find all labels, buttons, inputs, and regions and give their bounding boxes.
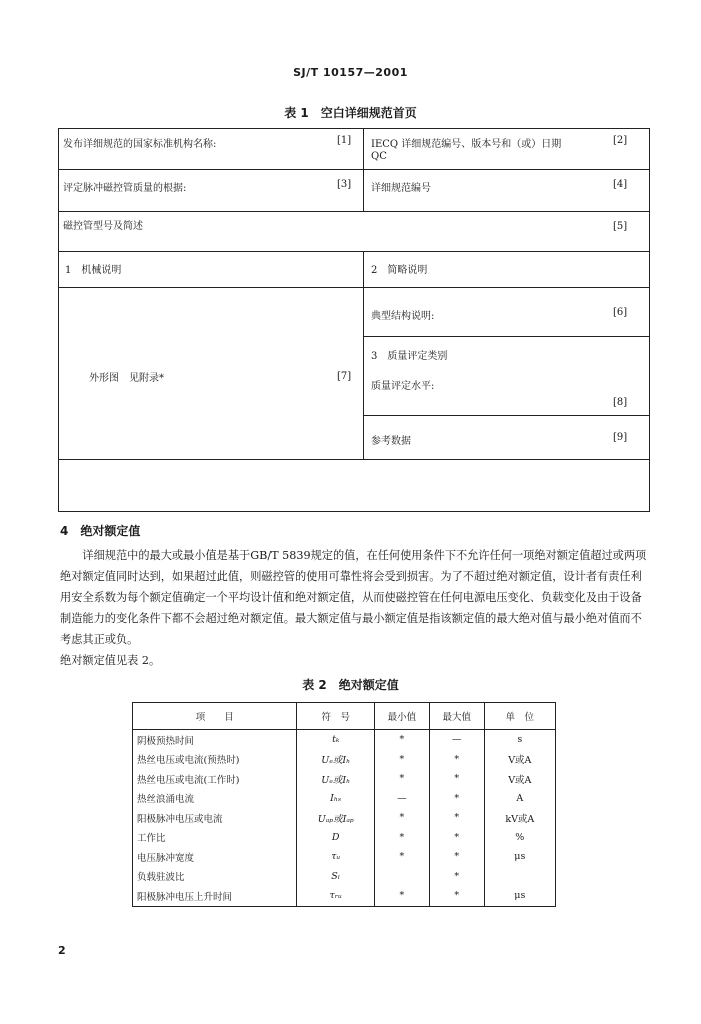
row-max: * bbox=[429, 828, 484, 848]
col-header-item: 项 目 bbox=[133, 703, 297, 730]
absolute-ratings-table bbox=[132, 702, 556, 907]
row-unit: kV或A bbox=[484, 808, 555, 828]
spec-no-label: IECQ 详细规范编号、版本号和（或）日期 bbox=[371, 139, 562, 150]
type-label: 磁控管型号及简述 bbox=[63, 221, 143, 232]
row-symbol: Uₐₚ或Iₐₚ bbox=[297, 808, 375, 828]
ref-data-label: 参考数据 bbox=[371, 436, 411, 447]
row-min bbox=[375, 867, 430, 887]
row-symbol: Uₑ或Iₕ bbox=[297, 769, 375, 789]
ref-8: [8] bbox=[613, 397, 628, 408]
section-4-note: 绝对额定值见表 2。 bbox=[60, 654, 161, 667]
row-symbol: τᵤ bbox=[297, 847, 375, 867]
table-row bbox=[133, 789, 556, 809]
row-unit: μs bbox=[484, 847, 555, 867]
row-max: * bbox=[429, 847, 484, 867]
mech-label: 1 机械说明 bbox=[65, 265, 122, 276]
ref-1: [1] bbox=[337, 135, 352, 146]
table-row bbox=[133, 730, 556, 750]
row-max: * bbox=[429, 750, 484, 770]
col-header-symbol: 符 号 bbox=[297, 703, 375, 730]
row-item: 热丝电压或电流(预热时) bbox=[133, 750, 297, 770]
page-number: 2 bbox=[58, 944, 66, 957]
quality-cat-label: 3 质量评定类别 bbox=[371, 351, 448, 362]
ref-3: [3] bbox=[337, 179, 352, 190]
row-min: * bbox=[375, 730, 430, 750]
section-4-body bbox=[60, 545, 650, 671]
row-unit: s bbox=[484, 730, 555, 750]
ref-7: [7] bbox=[337, 371, 352, 382]
table-row bbox=[133, 808, 556, 828]
row-unit: A bbox=[484, 789, 555, 809]
row-symbol: tₖ bbox=[297, 730, 375, 750]
table-row bbox=[133, 847, 556, 867]
table-row bbox=[133, 828, 556, 848]
ref-9: [9] bbox=[613, 432, 628, 443]
row-symbol: τᵣᵤ bbox=[297, 886, 375, 906]
row-max: * bbox=[429, 769, 484, 789]
row-min: * bbox=[375, 847, 430, 867]
table2-caption: 表 2 绝对额定值 bbox=[302, 678, 399, 692]
ref-5: [5] bbox=[613, 221, 628, 232]
row-unit: % bbox=[484, 828, 555, 848]
row-max: * bbox=[429, 867, 484, 887]
basis-label: 评定脉冲磁控管质量的根据: bbox=[63, 183, 187, 194]
ref-6: [6] bbox=[613, 307, 628, 318]
table-row bbox=[133, 886, 556, 906]
row-max: * bbox=[429, 789, 484, 809]
row-item: 阳极脉冲电压或电流 bbox=[133, 808, 297, 828]
section-4-paragraph: 详细规范中的最大或最小值是基于GB/T 5839规定的值，在任何使用条件下不允许任何一项绝对额定值超过或两项绝对额定值同时达到，如果超过此值，则磁控管的使用可靠性将会受到损害。为了不超过绝对额定值，设计者有责任利用安全系数为每个额定值确定一个平均设计值和绝对额定值，从而使磁控管在任何电源电压变化、负载变化及由于设备制造能力的变化条件下都不会超过绝对额定值。最大额定值与最小额定值是指该额定值的最大绝对值与最小绝对值而不考虑其正或负。 bbox=[60, 549, 647, 646]
row-symbol: Uₑ或Iₕ bbox=[297, 750, 375, 770]
row-symbol: D bbox=[297, 828, 375, 848]
row-max: — bbox=[429, 730, 484, 750]
row-min: * bbox=[375, 769, 430, 789]
issuer-label: 发布详细规范的国家标准机构名称: bbox=[63, 139, 217, 150]
table-row bbox=[133, 867, 556, 887]
row-unit: V或A bbox=[484, 769, 555, 789]
row-symbol: Iₕₛ bbox=[297, 789, 375, 809]
row-unit: V或A bbox=[484, 750, 555, 770]
row-min: * bbox=[375, 750, 430, 770]
row-item: 工作比 bbox=[133, 828, 297, 848]
row-item: 阴极预热时间 bbox=[133, 730, 297, 750]
row-symbol: Sₗ bbox=[297, 867, 375, 887]
row-item: 阳极脉冲电压上升时间 bbox=[133, 886, 297, 906]
table1-caption: 表 1 空白详细规范首页 bbox=[284, 106, 417, 120]
row-max: * bbox=[429, 808, 484, 828]
section-4-title: 4 绝对额定值 bbox=[60, 524, 141, 538]
brief-label: 2 简略说明 bbox=[371, 265, 428, 276]
col-header-unit: 单 位 bbox=[484, 703, 555, 730]
detail-no-label: 详细规范编号 bbox=[371, 183, 431, 194]
outline-label: 外形图 见附录* bbox=[89, 373, 164, 384]
row-min: * bbox=[375, 808, 430, 828]
ref-4: [4] bbox=[613, 179, 628, 190]
structure-label: 典型结构说明: bbox=[371, 311, 435, 322]
ref-2: [2] bbox=[613, 135, 628, 146]
row-item: 负载驻波比 bbox=[133, 867, 297, 887]
page-header: SJ/T 10157—2001 bbox=[293, 66, 408, 79]
quality-level-label: 质量评定水平: bbox=[371, 381, 435, 392]
table-row bbox=[133, 750, 556, 770]
row-min: * bbox=[375, 828, 430, 848]
blank-spec-table bbox=[58, 128, 650, 512]
spec-no-label-qc: QC bbox=[371, 151, 387, 162]
row-max: * bbox=[429, 886, 484, 906]
row-unit bbox=[484, 867, 555, 887]
row-min: * bbox=[375, 886, 430, 906]
row-item: 电压脉冲宽度 bbox=[133, 847, 297, 867]
row-unit: μs bbox=[484, 886, 555, 906]
col-header-min: 最小值 bbox=[375, 703, 430, 730]
col-header-max: 最大值 bbox=[429, 703, 484, 730]
row-min: — bbox=[375, 789, 430, 809]
table-row bbox=[133, 769, 556, 789]
row-item: 热丝浪涌电流 bbox=[133, 789, 297, 809]
row-item: 热丝电压或电流(工作时) bbox=[133, 769, 297, 789]
table-header-row bbox=[133, 703, 556, 730]
